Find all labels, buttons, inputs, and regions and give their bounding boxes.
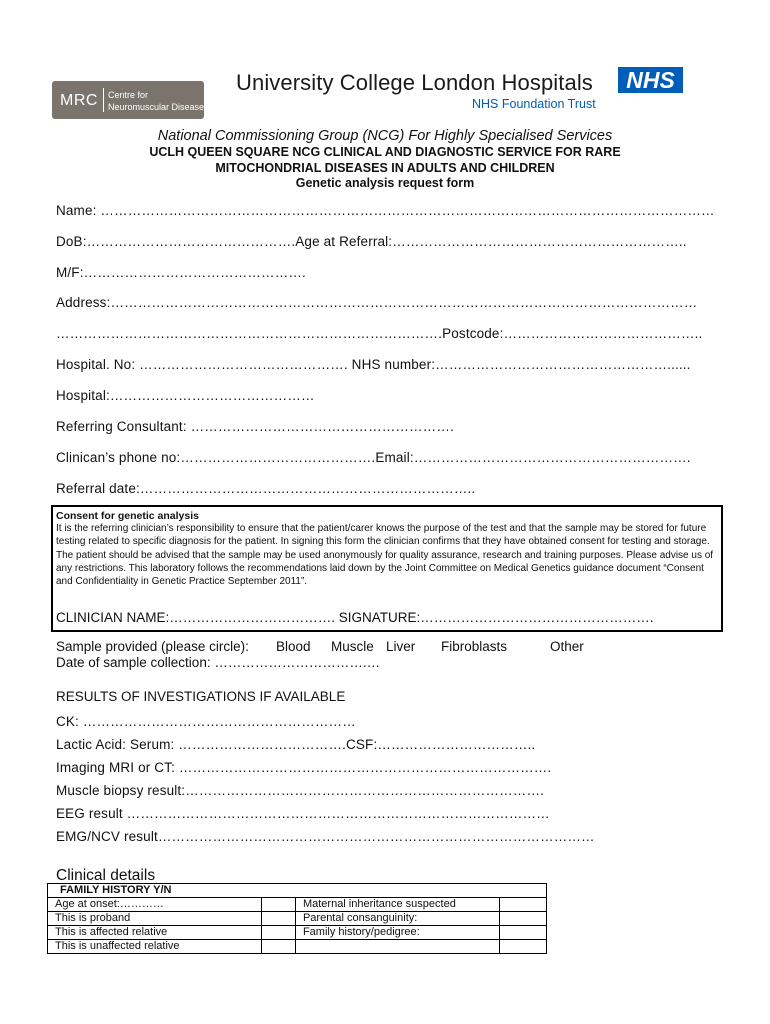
table-row [48, 940, 547, 954]
organization-name: University College London Hospitals [236, 70, 593, 95]
table-cell[interactable] [262, 912, 296, 926]
table-cell[interactable] [262, 926, 296, 940]
name-field[interactable]: Name: ……………………………………………………………………………………………………………………… [56, 203, 715, 218]
imaging-field[interactable]: Imaging MRI or CT: ………………………………………………………………………. [56, 760, 552, 775]
table-cell[interactable] [499, 926, 546, 940]
table-cell: This is unaffected relative [48, 940, 262, 954]
referring-consultant-field[interactable]: Referring Consultant: …………………………………………………. [56, 419, 454, 434]
logo-divider [103, 88, 104, 112]
clinician-signature-field[interactable]: CLINICIAN NAME:………………………………. SIGNATURE:……………………………………………. [56, 610, 654, 625]
sample-provided-label: Sample provided (please circle): [56, 639, 249, 654]
sample-date-field[interactable]: Date of sample collection: …………………………….… [56, 655, 381, 670]
nhs-logo: NHS [618, 67, 683, 93]
sex-field[interactable]: M/F:…………………………………………. [56, 265, 306, 280]
table-cell[interactable] [262, 940, 296, 954]
eeg-field[interactable]: EEG result ………………………………………………………………………………… [56, 806, 550, 821]
table-row [48, 912, 547, 926]
trust-name: NHS Foundation Trust [472, 97, 596, 111]
sample-option-other[interactable]: Other [550, 639, 584, 654]
sample-option-liver[interactable]: Liver [386, 639, 416, 654]
mrc-logo [52, 81, 209, 119]
hospital-field[interactable]: Hospital:……………………………………… [56, 388, 315, 403]
lactic-acid-field[interactable]: Lactic Acid: Serum: ……………………………….CSF:…………………………….. [56, 737, 536, 752]
muscle-biopsy-field[interactable]: Muscle biopsy result:……………………………………………………………………. [56, 783, 544, 798]
address-field[interactable]: Address:………………………………………………………………………………………………………………… [56, 295, 698, 310]
mrc-logo-text: MRC [60, 92, 98, 109]
table-cell[interactable] [262, 898, 296, 912]
dob-age-field[interactable]: DoB:……………………………………….Age at Referral:……………………………………………………….. [56, 234, 687, 249]
referral-date-field[interactable]: Referral date:……………………………………………………………….. [56, 481, 476, 496]
consent-text: It is the referring clinician’s responsibility to ensure that the patient/carer knows the purpose of the test and that the sample may be stored for future testing related to specific diagnosis for the patient. In signing this form the clinician confirms that they have obtained consent for testing and storage. The patient should be advised that the sample may be used anonymously for quality assurance, research and training purposes. Please advise us of any restrictions. This laboratory follows the recommendations laid down by the Joint Committee on Medical Genetics guidance document “Consent and Confidentiality in Genetic Practice September 2011”. [56, 523, 714, 588]
table-cell: Parental consanguinity: [295, 912, 499, 926]
ncg-title: National Commissioning Group (NCG) For Highly Specialised Services [157, 128, 613, 144]
sample-option-fibroblasts[interactable]: Fibroblasts [441, 639, 508, 654]
clinical-details-heading: Clinical details [56, 867, 156, 884]
mrc-subtitle-line1: Centre for [108, 90, 149, 100]
table-cell[interactable] [499, 912, 546, 926]
address-postcode-field[interactable]: ………………………………………………………………………….Postcode:…………………………………….. [56, 326, 703, 341]
service-title-line1: UCLH QUEEN SQUARE NCG CLINICAL AND DIAGNOSTIC SERVICE FOR RARE [149, 145, 621, 159]
form-title: Genetic analysis request form [295, 176, 475, 190]
results-heading: RESULTS OF INVESTIGATIONS IF AVAILABLE [56, 689, 346, 704]
table-cell: Maternal inheritance suspected [295, 898, 499, 912]
sample-option-muscle[interactable]: Muscle [331, 639, 374, 654]
table-row [48, 898, 547, 912]
service-title-line2: MITOCHONDRIAL DISEASES IN ADULTS AND CHILDREN [215, 161, 555, 175]
table-row [48, 926, 547, 940]
table-cell[interactable] [499, 940, 546, 954]
ck-field[interactable]: CK: …………………………………………………… [56, 714, 356, 729]
family-history-table [47, 883, 547, 954]
hospital-nhs-number-field[interactable]: Hospital. No: ………………………………………. NHS number:……………………………………………...... [56, 357, 691, 372]
table-cell[interactable] [499, 898, 546, 912]
mrc-subtitle-line2: Neuromuscular Diseases [108, 102, 209, 112]
table-cell: This is affected relative [48, 926, 262, 940]
table-cell: This is proband [48, 912, 262, 926]
table-cell: Family history/pedigree: [295, 926, 499, 940]
clinician-phone-email-field[interactable]: Clinican’s phone no:…………………………………….Email:……………………………………………………. [56, 450, 691, 465]
family-history-header: FAMILY HISTORY Y/N [48, 884, 547, 898]
emg-ncv-field[interactable]: EMG/NCV result…………………………………………………………………………………… [56, 829, 595, 844]
table-cell: Age at onset:………… [48, 898, 262, 912]
table-cell [295, 940, 499, 954]
consent-title: Consent for genetic analysis [56, 510, 199, 522]
table-row [48, 884, 547, 898]
sample-option-blood[interactable]: Blood [276, 639, 311, 654]
